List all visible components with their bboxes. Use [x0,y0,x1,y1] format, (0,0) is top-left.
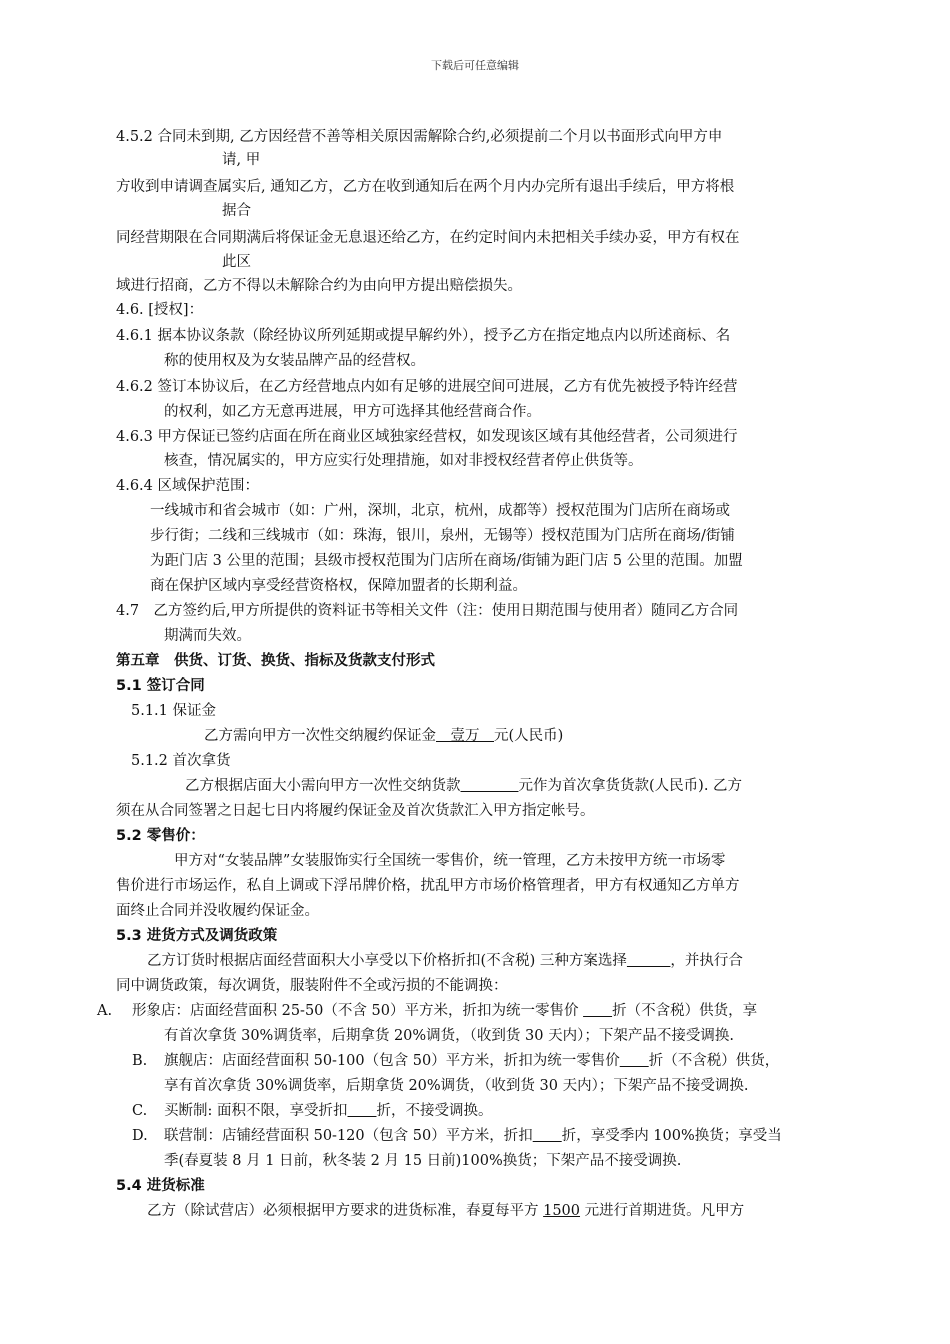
plan-choice-tail: ，并执行合 [670,953,743,969]
section-5-4-title: 5.4 进货标准 [116,1178,205,1194]
plan-choice-text: 乙方订货时根据店面经营面积大小享受以下价格折扣(不含税) 三种方案选择 [147,953,627,969]
clause-4-6-1-line2: 称的使用权及为女装品牌产品的经营权。 [164,353,425,369]
purchase-standard-amount: 1500 [543,1203,581,1219]
option-b-discount-blank [620,1053,649,1069]
option-d-text-tail: 折，享受季内 100%换货；享受当 [561,1128,782,1144]
deposit-currency: 元(人民币) [494,728,564,744]
clause-5-1-1-title: 5.1.1 保证金 [131,703,217,719]
purchase-standard-tail: 元进行首期进货。凡甲方 [580,1203,745,1219]
section-5-2-line2: 售价进行市场运作，私自上调或下浮吊牌价格，扰乱甲方市场价格管理者，甲方有权通知乙方单方 [116,878,740,894]
option-c-marker: C. [132,1103,148,1119]
section-5-2-line1: 甲方对“女装品牌”女装服饰实行全国统一零售价，统一管理，乙方未按甲方统一市场零 [174,853,726,869]
clause-5-1-2-line1 [185,776,742,796]
option-b-text: 旗舰店：店面经营面积 50-100（包含 50）平方米，折扣为统一零售价 [164,1053,620,1069]
clause-4-5-2-wrap1: 请, 甲 [222,152,261,168]
clause-4-5-2-line3: 同经营期限在合同期满后将保证金无息退还给乙方，在约定时间内未把相关手续办妥，甲方有权在 [116,230,740,246]
clause-4-7-line1: 4.7 乙方签约后,甲方所提供的资料证书等相关文件（注：使用日期范围与使用者）随同乙方合同 [116,603,739,619]
page-header: 下载后可任意编辑 [431,59,519,72]
section-5-3-title: 5.3 进货方式及调货政策 [116,928,278,944]
clause-4-5-2-wrap3: 此区 [222,254,251,270]
clause-4-6-title: 4.6. [授权]： [116,302,204,318]
clause-4-6-4-line4: 商在保护区域内享受经营资格权，保障加盟者的长期利益。 [150,578,527,594]
option-b-text-tail: 折（不含税）供货， [648,1053,780,1069]
clause-4-6-2-line2: 的权利，如乙方无意再进展，甲方可选择其他经营商合作。 [164,404,541,420]
clause-5-1-1-line [204,726,563,746]
purchase-standard-text: 乙方（除试营店）必须根据甲方要求的进货标准，春夏每平方 [147,1203,544,1219]
clause-4-6-4-line3: 为距门店 3 公里的范围；县级市授权范围为门店所在商场/街铺为距门店 5 公里的范围。加盟 [150,553,743,569]
section-5-1-title: 5.1 签订合同 [116,678,205,694]
option-d-text: 联营制：店铺经营面积 50-120（包含 50）平方米，折扣 [164,1128,533,1144]
option-b-line2: 享有首次拿货 30%调货率，后期拿货 20%调货，（收到货 30 天内）；下架产品不接受调换. [164,1078,749,1094]
clause-4-6-4-line1: 一线城市和省会城市（如：广州，深圳，北京，杭州，成都等）授权范围为门店所在商场或 [150,503,730,519]
first-order-text: 乙方根据店面大小需向甲方一次性交纳货款 [185,778,461,794]
clause-4-5-2-wrap2: 据合 [222,203,251,219]
chapter-5-title: 第五章 供货、订货、换货、指标及货款支付形式 [116,653,435,669]
clause-4-6-4-line2: 步行街；二线和三线城市（如：珠海，银川，泉州，无锡等）授权范围为门店所在商场/街铺 [150,528,735,544]
plan-choice-blank [627,953,671,969]
clause-4-5-2-line4: 域进行招商，乙方不得以未解除合约为由向甲方提出赔偿损失。 [116,278,522,294]
section-5-2-line3: 面终止合同并没收履约保证金。 [116,903,319,919]
clause-4-5-2-line1: 4.5.2 合同未到期, 乙方因经营不善等相关原因需解除合约,必须提前二个月以书面形式向甲方申 [116,129,723,145]
option-a-text-tail: 折（不含税）供货，享 [612,1003,758,1019]
option-c-discount-blank [348,1103,377,1119]
option-d-marker: D. [132,1128,148,1144]
option-a-line1 [132,1001,757,1021]
option-a-line2: 有首次拿货 30%调货率，后期拿货 20%调货，（收到货 30 天内）；下架产品不接受调换. [164,1028,734,1044]
clause-5-1-2-title: 5.1.2 首次拿货 [131,753,231,769]
section-5-4-line1 [147,1201,744,1221]
clause-4-6-4-title: 4.6.4 区域保护范围： [116,478,260,494]
deposit-text: 乙方需向甲方一次性交纳履约保证金 [204,728,436,744]
option-b-line1 [164,1051,779,1071]
section-5-2-title: 5.2 零售价： [116,828,205,844]
option-a-discount-blank [583,1003,612,1019]
clause-4-6-1-line1: 4.6.1 据本协议条款（除经协议所列延期或提早解约外），授予乙方在指定地点内以所述商标、名 [116,328,731,344]
option-c-text-tail: 折，不接受调换。 [376,1103,493,1119]
first-order-amount-blank [461,778,519,794]
option-a-text: 形象店：店面经营面积 25-50（不含 50）平方米，折扣为统一零售价 [132,1003,584,1019]
clause-4-5-2-line2: 方收到申请调查属实后, 通知乙方，乙方在收到通知后在两个月内办完所有退出手续后，甲方将根 [116,179,735,195]
option-d-line2: 季(春夏装 8 月 1 日前，秋冬装 2 月 15 日前)100%换货；下架产品不接受调换. [164,1153,682,1169]
clause-4-7-line2: 期满而失效。 [164,628,251,644]
section-5-3-line1 [147,951,743,971]
option-d-discount-blank [533,1128,562,1144]
option-d-line1 [164,1126,782,1146]
clause-4-6-3-line2: 核查，情况属实的，甲方应实行处理措施，如对非授权经营者停止供货等。 [164,453,643,469]
option-c-text: 买断制: 面积不限，享受折扣 [164,1103,348,1119]
section-5-3-line2: 同中调货政策，每次调货，服装附件不全或污损的不能调换： [116,978,508,994]
clause-5-1-2-line2: 须在从合同签署之日起七日内将履约保证金及首次货款汇入甲方指定帐号。 [116,803,595,819]
first-order-text-tail: 元作为首次拿货货款(人民币). 乙方 [518,778,743,794]
option-b-marker: B. [132,1053,148,1069]
deposit-amount: 壹万 [436,728,494,744]
clause-4-6-3-line1: 4.6.3 甲方保证已签约店面在所在商业区域独家经营权，如发现该区域有其他经营者，公司须进行 [116,429,738,445]
option-a-marker: A. [97,1003,113,1019]
clause-4-6-2-line1: 4.6.2 签订本协议后，在乙方经营地点内如有足够的进展空间可进展，乙方有优先被授予特许经营 [116,379,738,395]
option-c-line1 [164,1101,493,1121]
